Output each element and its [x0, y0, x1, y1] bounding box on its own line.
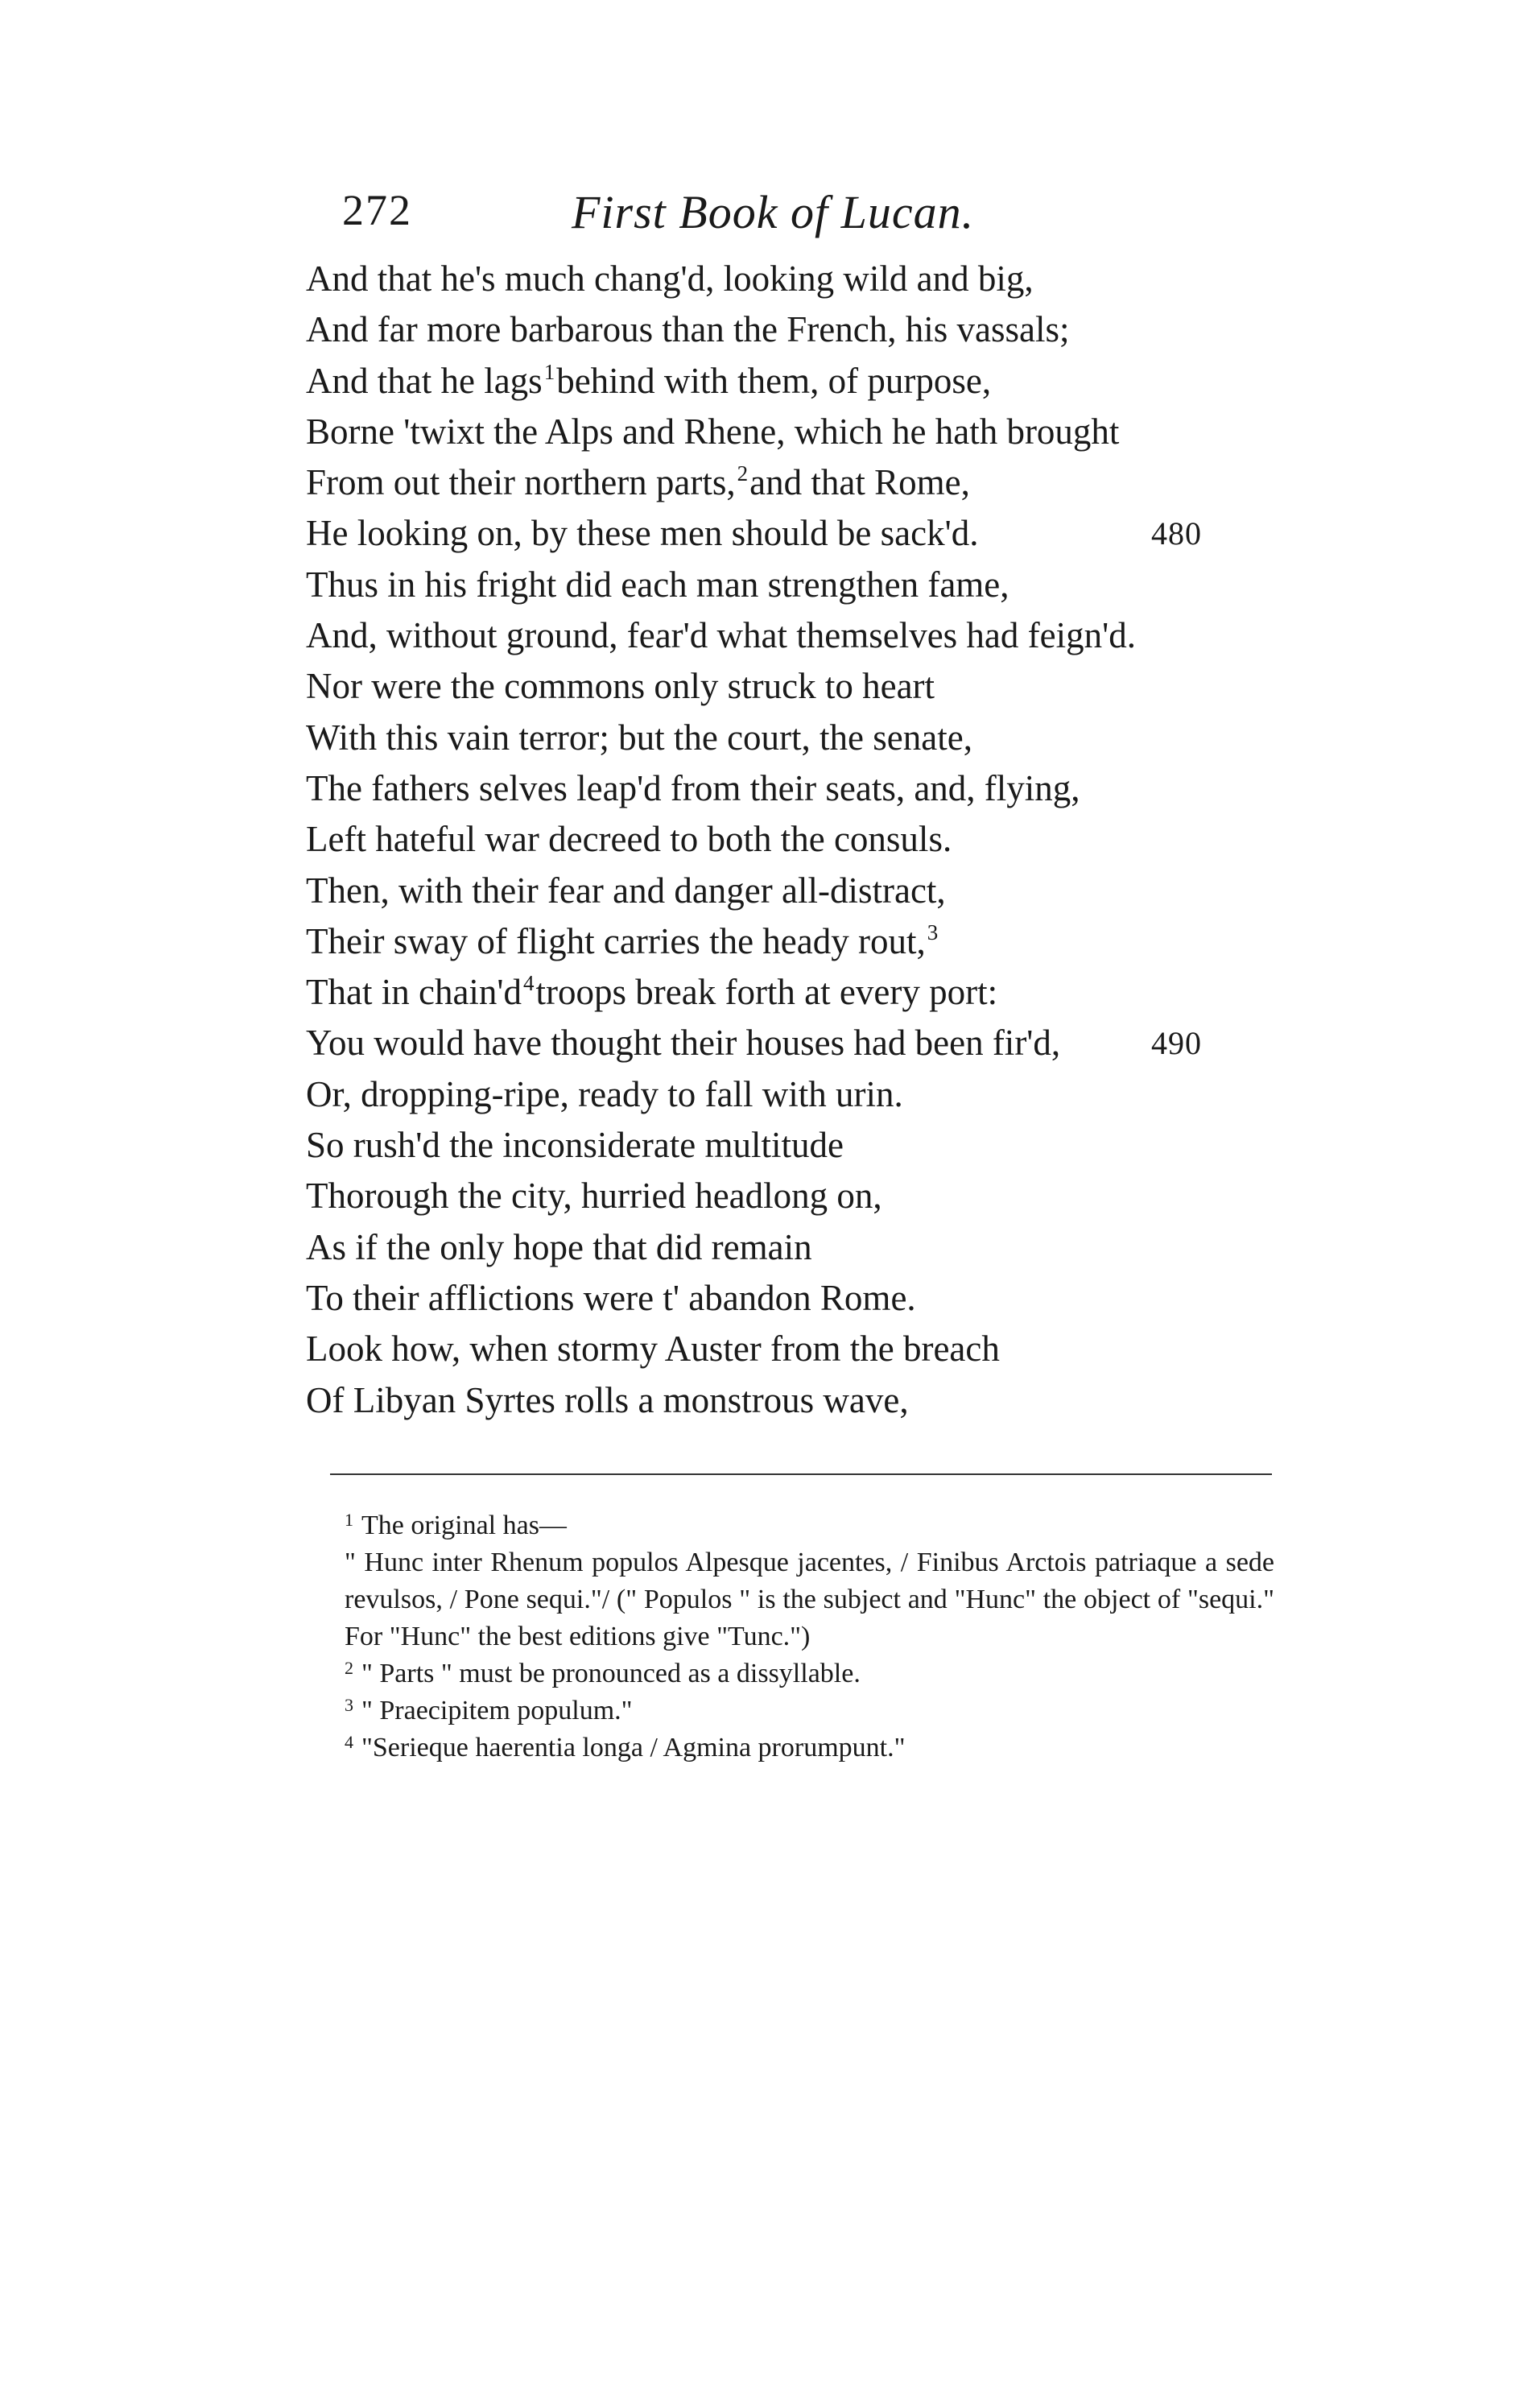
line-number: 480	[1151, 515, 1202, 552]
verse-line-text	[306, 1278, 916, 1318]
footnote-divider	[330, 1473, 1272, 1475]
verse-line	[306, 713, 1352, 763]
verse-text: Nor were the commons only struck to heart	[306, 666, 935, 707]
verse-line	[306, 508, 1352, 559]
verse-text: Borne 'twixt the Alps and Rhene, which he hath brought	[306, 411, 1120, 452]
footnote-marker: 1	[345, 1510, 353, 1530]
footnote-reference: 2	[737, 461, 749, 486]
verse-line	[306, 610, 1352, 661]
footnote-4	[345, 1729, 1274, 1767]
verse-text: And, without ground, fear'd what themselves had feign'd.	[306, 615, 1136, 656]
verse-text: Then, with their fear and danger all-distract,	[306, 870, 946, 911]
verse-line	[306, 457, 1352, 508]
verse-text: He looking on, by these men should be sack'd.	[306, 513, 979, 554]
verse-text: troops break forth at every port:	[535, 972, 998, 1013]
verse-line-text	[306, 411, 1119, 452]
verse-text: And far more barbarous than the French, his vassals;	[306, 309, 1070, 350]
verse-line	[306, 1069, 1352, 1120]
verse-line	[306, 1222, 1352, 1273]
footnote-quote: " Hunc inter Rhenum populos Alpesque jacentes, / Finibus Arctois patriaque a sede revulsos, / Pone sequi."/ (" Populos " is the subject and "Hunc" the object of "sequi." For "Hunc" the best editions give "Tunc.")	[345, 1548, 1274, 1651]
running-title: First Book of Lucan.	[572, 186, 975, 238]
verse-text: Thorough the city, hurried headlong on,	[306, 1176, 882, 1217]
verse-text: Or, dropping-ripe, ready to fall with urin.	[306, 1073, 903, 1114]
verse-line-text	[306, 1380, 909, 1420]
verse-text: And that he lags	[306, 360, 543, 401]
verse-line-text	[306, 615, 1136, 655]
verse-line	[306, 916, 1352, 967]
page-header	[342, 185, 1147, 250]
verse-line	[306, 356, 1352, 407]
verse-line	[306, 1171, 1352, 1221]
verse-text: To their afflictions were t' abandon Rome.	[306, 1277, 916, 1318]
verse-text: Thus in his fright did each man strengthen fame,	[306, 564, 1009, 605]
footnote-1	[345, 1507, 1274, 1655]
verse-line-text	[306, 1023, 1060, 1063]
footnote-text: The original has—	[361, 1510, 567, 1540]
verse-text: So rush'd the inconsiderate multitude	[306, 1125, 844, 1166]
verse-line-text	[306, 1329, 1000, 1369]
verse-text: You would have thought their houses had been fir'd,	[306, 1023, 1061, 1064]
footnote-marker: 4	[345, 1732, 353, 1752]
verse-line-text	[306, 768, 1080, 808]
verse-line	[306, 967, 1352, 1018]
verse-line	[306, 814, 1352, 865]
verse-text: Left hateful war decreed to both the consuls.	[306, 819, 952, 860]
verse-line	[306, 1018, 1352, 1068]
footnote-2	[345, 1655, 1274, 1692]
footnote-reference: 1	[543, 359, 555, 384]
verse-line-text	[306, 666, 935, 706]
footnote-3	[345, 1692, 1274, 1729]
verse-line	[306, 1120, 1352, 1171]
footnote-text: "Serieque haerentia longa / Agmina prorumpunt."	[361, 1733, 906, 1763]
verse-line-text	[306, 513, 978, 553]
verse-line-text	[306, 972, 997, 1012]
footnote-reference: 3	[927, 919, 939, 944]
verse-text: Look how, when stormy Auster from the breach	[306, 1329, 1000, 1370]
verse-text: And that he's much chang'd, looking wild and big,	[306, 258, 1034, 299]
verse-line-text	[306, 1125, 844, 1165]
verse-line-text	[306, 1074, 903, 1114]
verse-text: Of Libyan Syrtes rolls a monstrous wave,	[306, 1379, 909, 1420]
verse-line-text	[306, 564, 1009, 605]
page-number: 272	[342, 186, 412, 234]
verse-line-text	[306, 462, 970, 502]
line-number: 490	[1151, 1025, 1202, 1062]
verse-line	[306, 407, 1352, 457]
verse-line-text	[306, 870, 946, 911]
verse-line	[306, 254, 1352, 304]
verse-line-text	[306, 921, 939, 961]
verse-line-text	[306, 819, 952, 859]
verse-text: The fathers selves leap'd from their seats, and, flying,	[306, 767, 1080, 808]
footnote-reference: 4	[523, 971, 535, 996]
footnote-marker: 3	[345, 1695, 353, 1715]
verse-line	[306, 1375, 1352, 1426]
footnote-marker: 2	[345, 1658, 353, 1678]
verse-text: That in chain'd	[306, 972, 522, 1013]
verse-text: behind with them, of purpose,	[556, 360, 992, 401]
verse-line	[306, 661, 1352, 712]
verse-line	[306, 1324, 1352, 1374]
verse-line	[306, 866, 1352, 916]
verse-line-text	[306, 258, 1034, 299]
footnotes	[345, 1507, 1274, 1767]
footnote-text: " Praecipitem populum."	[361, 1696, 633, 1725]
verse-line-text	[306, 1176, 882, 1216]
verse-line	[306, 763, 1352, 814]
verse-text: As if the only hope that did remain	[306, 1226, 812, 1267]
verse-line-text	[306, 361, 991, 401]
verse-line	[306, 560, 1352, 610]
verse-text: From out their northern parts,	[306, 462, 736, 503]
verse-passage	[306, 254, 1352, 1426]
verse-line-text	[306, 717, 972, 758]
verse-line-text	[306, 1227, 812, 1267]
verse-text: and that Rome,	[749, 462, 970, 503]
verse-line-text	[306, 309, 1070, 349]
verse-text: Their sway of flight carries the heady rout,	[306, 920, 926, 961]
verse-text: With this vain terror; but the court, the senate,	[306, 717, 972, 758]
verse-line	[306, 304, 1352, 355]
footnote-text: " Parts " must be pronounced as a dissyllable.	[361, 1659, 861, 1688]
verse-line	[306, 1273, 1352, 1324]
